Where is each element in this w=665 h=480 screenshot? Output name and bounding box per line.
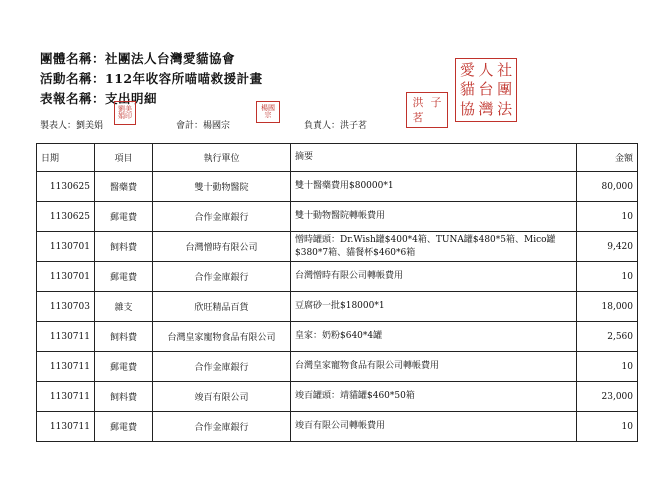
cell-desc: 竣百罐頭：靖貓罐$460*50箱 — [291, 382, 577, 412]
maker-signature: 製表人：劉美娟 — [40, 121, 104, 131]
cell-date: 1130625 — [37, 202, 95, 232]
org-name-line — [40, 49, 235, 67]
header-amount: 金額 — [577, 144, 638, 172]
table-row — [37, 412, 638, 442]
header-desc: 摘要 — [291, 144, 577, 172]
cell-desc: 憎時罐頭：Dr.Wish罐$400*4箱、TUNA罐$480*5箱、Mico罐$380*7箱、貓餐杯$460*6箱 — [291, 232, 577, 262]
cell-date: 1130711 — [37, 352, 95, 382]
org-name-label: 團體名稱： — [40, 51, 106, 66]
cell-item: 醫藥費 — [95, 172, 153, 202]
cell-amount: 10 — [577, 352, 638, 382]
header-unit: 執行單位 — [153, 144, 291, 172]
cell-desc: 台灣皇家寵物食品有限公司轉帳費用 — [291, 352, 577, 382]
report-name-value: 支出明細 — [105, 91, 158, 106]
header-item: 項目 — [95, 144, 153, 172]
report-name-label: 表報名稱： — [40, 91, 106, 106]
cell-item: 郵電費 — [95, 202, 153, 232]
cell-date: 1130703 — [37, 292, 95, 322]
cell-item: 飼料費 — [95, 322, 153, 352]
org-name-value: 社團法人台灣愛貓協會 — [105, 51, 236, 66]
cell-amount: 10 — [577, 262, 638, 292]
cell-unit: 合作金庫銀行 — [153, 352, 291, 382]
association-seal-stamp: 愛 人 社 貓 台 團 協 灣 法 — [455, 58, 517, 122]
cell-desc: 雙十醫藥費用$80000*1 — [291, 172, 577, 202]
cell-amount: 10 — [577, 202, 638, 232]
cell-desc: 竣百有限公司轉帳費用 — [291, 412, 577, 442]
cell-unit: 台灣皇家寵物食品有限公司 — [153, 322, 291, 352]
cell-item: 郵電費 — [95, 352, 153, 382]
table-row — [37, 322, 638, 352]
responsible-seal-stamp: 洪 子 茗 — [406, 92, 448, 128]
table-row — [37, 172, 638, 202]
table-row — [37, 382, 638, 412]
table-row — [37, 352, 638, 382]
table-row — [37, 232, 638, 262]
cell-unit: 台灣憎時有限公司 — [153, 232, 291, 262]
cell-item: 郵電費 — [95, 412, 153, 442]
accountant-seal-stamp: 楊國 宗 — [256, 101, 280, 123]
cell-date: 1130625 — [37, 172, 95, 202]
activity-name-value: 112年收容所喵喵救援計畫 — [105, 71, 263, 86]
cell-unit: 竣百有限公司 — [153, 382, 291, 412]
cell-unit: 合作金庫銀行 — [153, 202, 291, 232]
activity-name-line — [40, 69, 263, 87]
cell-unit: 合作金庫銀行 — [153, 412, 291, 442]
signature-line — [40, 118, 640, 132]
table-row — [37, 262, 638, 292]
cell-desc: 雙十動物醫院轉帳費用 — [291, 202, 577, 232]
cell-desc: 豆腐砂一批$18000*1 — [291, 292, 577, 322]
cell-item: 郵電費 — [95, 262, 153, 292]
table-header-row — [37, 144, 638, 172]
expense-table — [36, 143, 638, 442]
cell-unit: 欣旺精品百貨 — [153, 292, 291, 322]
cell-desc: 皇家：奶粉$640*4罐 — [291, 322, 577, 352]
responsible-signature: 負責人：洪子茗 — [304, 121, 368, 131]
cell-date: 1130701 — [37, 232, 95, 262]
cell-unit: 雙十動物醫院 — [153, 172, 291, 202]
cell-date: 1130711 — [37, 322, 95, 352]
report-name-line — [40, 89, 157, 107]
activity-name-label: 活動名稱： — [40, 71, 106, 86]
cell-unit: 合作金庫銀行 — [153, 262, 291, 292]
cell-amount: 10 — [577, 412, 638, 442]
cell-date: 1130711 — [37, 412, 95, 442]
cell-amount: 80,000 — [577, 172, 638, 202]
cell-item: 飼料費 — [95, 232, 153, 262]
cell-desc: 台灣憎時有限公司轉帳費用 — [291, 262, 577, 292]
cell-amount: 9,420 — [577, 232, 638, 262]
cell-amount: 23,000 — [577, 382, 638, 412]
table-row — [37, 202, 638, 232]
cell-item: 飼料費 — [95, 382, 153, 412]
cell-item: 雜支 — [95, 292, 153, 322]
cell-date: 1130701 — [37, 262, 95, 292]
cell-amount: 18,000 — [577, 292, 638, 322]
cell-amount: 2,560 — [577, 322, 638, 352]
cell-date: 1130711 — [37, 382, 95, 412]
header-date: 日期 — [37, 144, 95, 172]
table-row — [37, 292, 638, 322]
maker-seal-stamp: 劉美 娟印 — [114, 101, 136, 125]
accountant-signature: 會計：楊國宗 — [176, 121, 231, 131]
